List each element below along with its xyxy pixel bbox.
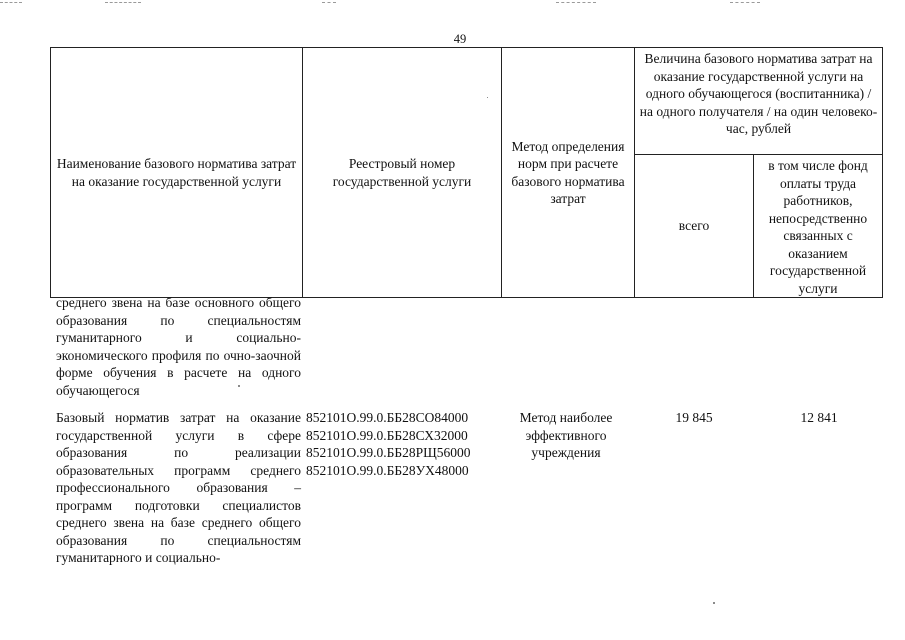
registry-code: 852101О.99.0.ББ28СХ32000: [306, 427, 468, 443]
header-cell-norm-value: Величина базового норматива затрат на оказание государственной услуги на одного обучающегося (воспитанника) / на одного получателя / на один человеко-час, рублей: [635, 48, 883, 155]
table-header: [50, 47, 883, 298]
page-number: 49: [453, 32, 467, 46]
registry-code: 852101О.99.0.ББ28РЩ56000: [306, 445, 471, 460]
row-payroll-fund-value: 12 841: [800, 410, 838, 425]
row-norm-name: Базовый норматив затрат на оказание государственной услуги в сфере образования по реализации образовательных программ среднего профессионального образования – программ подготовки специалистов среднего звена на базе среднего общего образования по специальностям гуманитарного и социально-: [56, 410, 301, 565]
header-cell-total: всего: [635, 155, 754, 298]
scan-artifact-line: [105, 2, 141, 3]
row-registry-codes: [306, 409, 506, 479]
registry-code: 852101О.99.0.ББ28УХ48000: [306, 462, 469, 478]
header-cell-method: Метод определения норм при расчете базового норматива затрат: [502, 48, 635, 298]
row-total-value: 19 845: [675, 410, 713, 425]
scan-speck: [238, 385, 240, 387]
header-cell-registry-number: Реестровый номер государственной услуги: [303, 48, 502, 298]
scan-artifact-line: [0, 2, 22, 3]
registry-code: 852101О.99.0.ББ28СО84000: [306, 410, 469, 425]
row-method: Метод наиболее эффективного учреждения: [519, 410, 613, 460]
scan-artifact-line: [556, 2, 596, 3]
header-cell-payroll-fund: в том числе фонд оплаты труда работников, непосредственно связанных с оказанием государственной услуги: [754, 155, 883, 298]
row-continuation-name: среднего звена на базе основного общего образования по специальностям гуманитарного и социально-экономического профиля по очно-заочной форме обучения в расчете на одного обучающегося: [56, 295, 301, 398]
scan-artifact-line: [322, 2, 336, 3]
header-cell-name: Наименование базового норматива затрат на оказание государственной услуги: [51, 48, 303, 298]
scan-speck: [713, 602, 715, 604]
scan-speck: [487, 97, 488, 98]
scan-artifact-line: [730, 2, 760, 3]
